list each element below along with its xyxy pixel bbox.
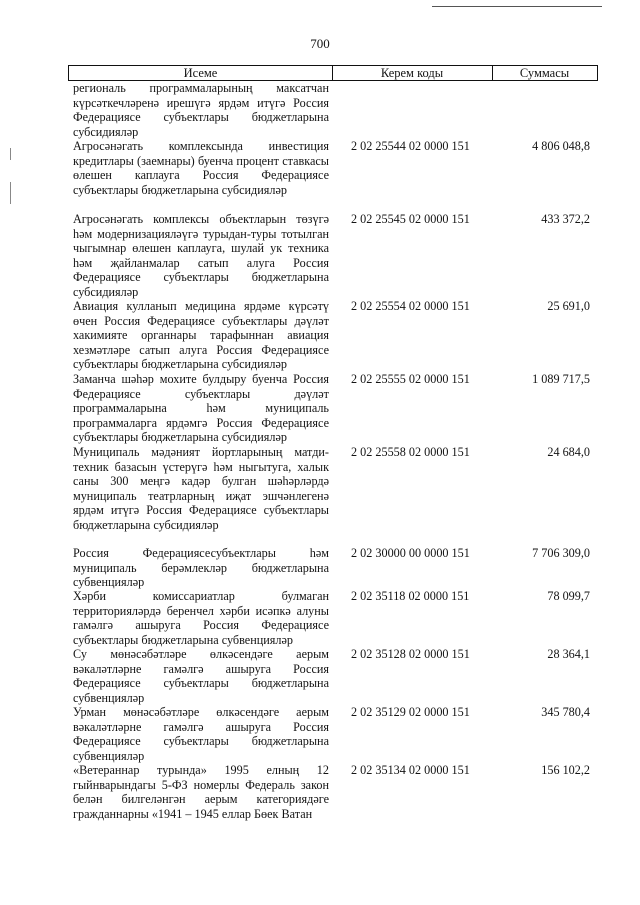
row-code: 2 02 35129 02 0000 151 [351,705,470,719]
header-name: Исеме [183,66,218,80]
row-code: 2 02 30000 00 0000 151 [351,546,470,560]
table-header [68,65,598,81]
row-name: Агросәнәгать комплексында инвестиция кредитлары (заемнары) буенча процент ставкасы өлешен каплауга Россия Федерациясе субъектлары бюджетларына субсидияләр [73,139,329,197]
row-name: Агросәнәгать комплексы объектларын төзүгә һәм модернизацияләүгә турыдан-туры тотылган чыгымнар өлешен каплауга, шулай ук техника һәм җайланмалар сатып алуга Россия Федерациясе субъектлары бюджетларына субсидияләр [73,212,329,299]
row-amount: 345 780,4 [541,705,590,719]
row-amount: 25 691,0 [547,299,590,313]
row-code: 2 02 25558 02 0000 151 [351,445,470,459]
row-name: Заманча шәһәр мохите булдыру буенча Россия Федерациясе субъектлары дәүләт программаларына һәм муниципаль программаларга ярдәмгә Россия Федерациясе субъектлары бюджетларына субсидияләр [73,372,329,445]
row-name: «Ветераннар турында» 1995 елның 12 гыйнварындагы 5-ФЗ номерлы Федераль закон белән билгеләнгән аерым категориядәге гражданнарны «1941 – 1945 еллар Бөек Ватан [73,763,329,821]
row-code: 2 02 25545 02 0000 151 [351,212,470,226]
row-name: Авиация кулланып медицина ярдәме күрсәтү өчен Россия Федерациясе субъектлары дәүләт хакимияте органнары тарафыннан авиация хезмәтләре сатып алуга Россия Федерациясе субъектлары бюджетларына субсидияләр [73,299,329,372]
row-amount: 7 706 309,0 [532,546,590,560]
row-amount: 433 372,2 [541,212,590,226]
header-amount: Суммасы [519,66,570,80]
top-rule [432,6,602,7]
row-code: 2 02 25554 02 0000 151 [351,299,470,313]
scan-edge-mark [10,182,11,204]
row-code: 2 02 35128 02 0000 151 [351,647,470,661]
row-code: 2 02 35118 02 0000 151 [351,589,470,603]
row-name: Су мөнәсәбәтләре өлкәсендәге аерым вәкаләтләрне гамәлгә ашыруга Россия Федерациясе субъектлары бюджетларына субвенцияләр [73,647,329,705]
row-code: 2 02 25555 02 0000 151 [351,372,470,386]
row-name: Урман мөнәсәбәтләре өлкәсендәге аерым вәкаләтләрне гамәлгә ашыруга Россия Федерациясе субъектлары бюджетларына субвенцияләр [73,705,329,763]
row-code: 2 02 35134 02 0000 151 [351,763,470,777]
row-name: Россия Федерациясесубъектлары һәм муниципаль берәмлекләр бюджетларына субвенцияләр [73,546,329,590]
row-code: 2 02 25544 02 0000 151 [351,139,470,153]
header-code: Керем коды [380,66,444,80]
row-amount: 24 684,0 [547,445,590,459]
row-amount: 28 364,1 [547,647,590,661]
row-name: региональ программаларының максатчан күрсәткечләренә ирешүгә ярдәм итүгә Россия Федерациясе субъектлары бюджетларына субсидияләр [73,81,329,139]
row-amount: 78 099,7 [547,589,590,603]
row-name: Муниципаль мәдәният йортларының матди-техник базасын үстерүгә һәм ныгытуга, халык саны 300 меңгә кадәр булган шәһәрләрдә муниципаль театрларның иҗат эшчәнлегенә ярдәм итүгә Россия Федерациясе субъектлары бюджетларына субсидияләр [73,445,329,532]
page-number: 700 [310,36,330,51]
row-amount: 156 102,2 [541,763,590,777]
row-amount: 1 089 717,5 [532,372,590,386]
row-amount: 4 806 048,8 [532,139,590,153]
row-name: Хәрби комиссариатлар булмаган территорияләрдә беренчел хәрби исәпкә алуны гамәлгә ашыруга Россия Федерациясе субъектлары бюджетларына субвенцияләр [73,589,329,647]
scan-edge-mark [10,148,11,160]
